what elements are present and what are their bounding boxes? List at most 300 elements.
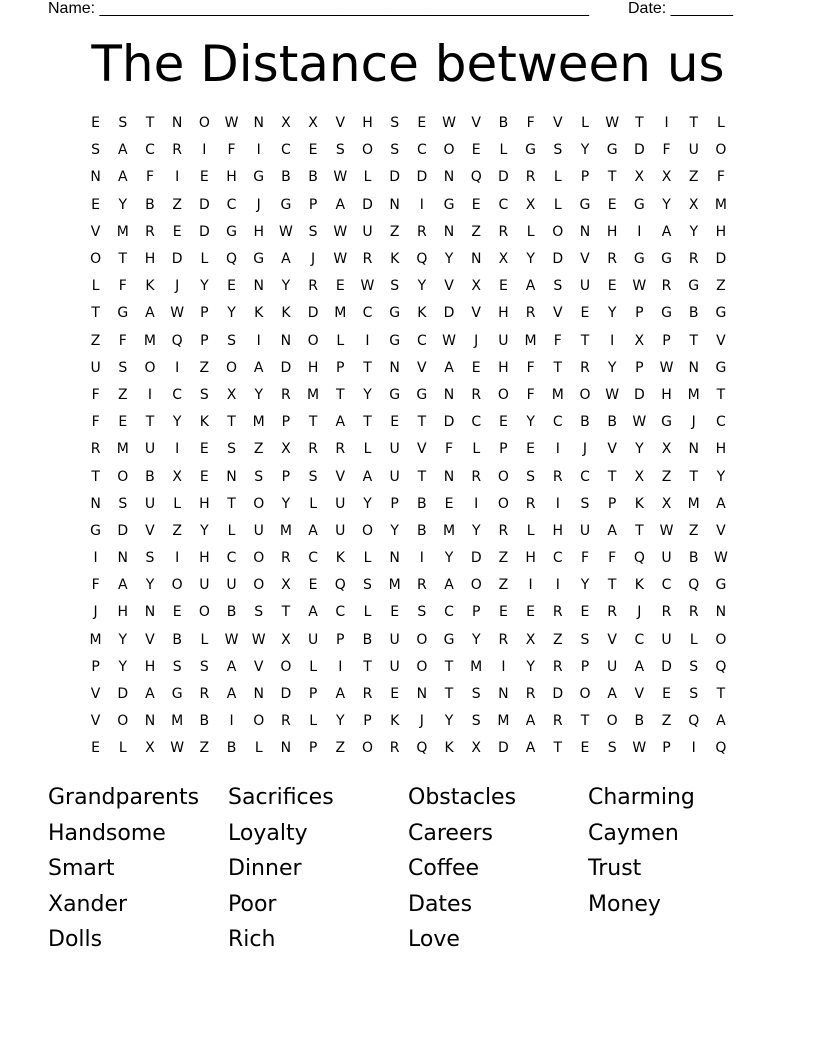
grid-row — [82, 219, 742, 246]
grid-letter: C — [634, 631, 645, 648]
grid-letter: G — [226, 223, 237, 240]
grid-letter: O — [198, 115, 210, 132]
grid-letter: O — [226, 359, 238, 376]
grid-letter: Z — [471, 223, 482, 240]
grid-letter: Y — [607, 359, 617, 376]
grid-row — [82, 382, 742, 409]
grid-letter: E — [91, 740, 101, 757]
grid-letter: E — [580, 305, 590, 322]
grid-letter: Y — [580, 142, 590, 159]
grid-letter: T — [716, 386, 726, 403]
grid-letter: M — [334, 305, 347, 322]
grid-letter: P — [580, 658, 590, 675]
grid-letter: H — [552, 522, 564, 539]
grid-letter: X — [525, 631, 536, 648]
grid-letter: V — [145, 522, 155, 539]
grid-letter: N — [688, 359, 699, 376]
word-list-item: Dinner — [228, 856, 302, 881]
grid-letter: I — [555, 495, 560, 512]
grid-letter: Y — [444, 713, 454, 730]
grid-letter: W — [333, 169, 348, 186]
grid-letter: O — [416, 658, 428, 675]
grid-letter: Q — [715, 740, 727, 757]
grid-letter: A — [444, 577, 454, 594]
grid-letter: R — [335, 441, 346, 458]
grid-letter: Z — [199, 740, 210, 757]
grid-letter: N — [90, 169, 101, 186]
grid-letter: C — [661, 577, 672, 594]
grid-letter: S — [580, 495, 590, 512]
grid-row — [82, 599, 742, 626]
grid-letter: G — [280, 196, 292, 213]
grid-letter: E — [662, 686, 671, 703]
grid-letter: E — [335, 278, 345, 295]
grid-letter: F — [118, 278, 127, 295]
grid-letter: T — [336, 386, 345, 403]
grid-letter: R — [498, 631, 509, 648]
grid-letter: V — [471, 305, 481, 322]
grid-letter: V — [471, 115, 481, 132]
grid-letter: I — [256, 332, 261, 349]
grid-letter: U — [253, 522, 264, 539]
grid-letter: Y — [336, 713, 345, 730]
grid-letter: S — [145, 550, 155, 567]
grid-letter: D — [117, 522, 129, 539]
grid-letter: E — [580, 740, 590, 757]
grid-letter: U — [389, 631, 400, 648]
grid-letter: C — [362, 305, 373, 322]
grid-letter: C — [498, 196, 509, 213]
grid-letter: A — [335, 414, 346, 431]
grid-letter: Z — [335, 740, 346, 757]
grid-letter: V — [552, 305, 563, 322]
grid-letter: R — [688, 604, 699, 621]
grid-letter: P — [308, 740, 318, 757]
grid-letter: W — [605, 115, 620, 132]
grid-letter: E — [118, 414, 128, 431]
grid-letter: E — [526, 441, 536, 458]
grid-letter: E — [172, 604, 182, 621]
grid-letter: T — [553, 740, 563, 757]
word-list-item: Caymen — [588, 820, 679, 846]
grid-letter: A — [335, 196, 346, 213]
grid-letter: S — [199, 658, 209, 675]
grid-letter: P — [336, 359, 345, 376]
grid-letter: L — [499, 142, 508, 159]
grid-letter: C — [281, 142, 291, 159]
grid-letter: D — [715, 251, 727, 268]
grid-letter: I — [229, 713, 234, 730]
grid-letter: F — [118, 332, 127, 349]
grid-letter: K — [417, 305, 427, 322]
grid-letter: Z — [688, 522, 699, 539]
grid-letter: Y — [200, 522, 209, 539]
grid-letter: T — [635, 522, 644, 539]
grid-letter: D — [498, 740, 509, 757]
grid-letter: E — [308, 577, 318, 594]
grid-letter: A — [444, 359, 454, 376]
grid-letter: W — [605, 386, 620, 403]
grid-letter: X — [226, 386, 237, 403]
grid-letter: Y — [172, 414, 182, 431]
grid-letter: P — [308, 196, 318, 213]
grid-letter: R — [281, 386, 291, 403]
grid-letter: D — [552, 251, 564, 268]
grid-letter: O — [416, 631, 428, 648]
grid-letter: U — [389, 441, 400, 458]
grid-letter: S — [308, 468, 318, 485]
grid-letter: R — [607, 251, 618, 268]
grid-letter: E — [498, 604, 508, 621]
grid-letter: U — [144, 495, 156, 512]
grid-letter: M — [116, 441, 129, 458]
grid-letter: D — [307, 305, 319, 322]
grid-letter: P — [662, 740, 671, 757]
grid-row — [82, 627, 742, 654]
word-list-item: Coffee — [408, 856, 480, 881]
grid-letter: S — [553, 142, 563, 159]
grid-letter: X — [308, 115, 318, 132]
grid-letter: A — [253, 359, 264, 376]
grid-letter: V — [716, 522, 726, 539]
grid-letter: F — [526, 115, 535, 132]
grid-letter: T — [118, 251, 128, 268]
grid-letter: N — [579, 223, 591, 240]
grid-letter: I — [147, 386, 153, 403]
grid-letter: G — [715, 359, 727, 376]
grid-letter: F — [227, 142, 236, 159]
grid-letter: T — [91, 305, 100, 322]
grid-letter: B — [145, 468, 155, 485]
grid-letter: T — [91, 468, 100, 485]
grid-letter: R — [389, 740, 400, 757]
grid-letter: X — [281, 441, 291, 458]
grid-row — [82, 355, 742, 382]
grid-letter: E — [91, 196, 101, 213]
date-field-label: Date: _______ — [628, 0, 733, 17]
grid-letter: Q — [688, 577, 700, 594]
grid-letter: J — [419, 713, 424, 730]
grid-letter: O — [497, 386, 509, 403]
grid-letter: R — [199, 686, 210, 703]
grid-letter: N — [416, 686, 428, 703]
word-list-item: Money — [588, 891, 661, 917]
grid-letter: P — [308, 686, 318, 703]
grid-letter: X — [471, 278, 482, 295]
grid-letter: U — [389, 658, 400, 675]
grid-letter: K — [390, 251, 400, 268]
grid-letter: Q — [334, 577, 346, 594]
grid-letter: C — [145, 142, 155, 159]
grid-letter: D — [552, 686, 564, 703]
grid-letter: R — [416, 577, 427, 594]
grid-letter: U — [688, 142, 699, 159]
grid-letter: G — [525, 142, 537, 159]
grid-letter: B — [199, 713, 210, 730]
grid-letter: D — [416, 169, 428, 186]
grid-letter: E — [580, 604, 590, 621]
word-list-item: Trust — [588, 856, 642, 881]
grid-letter: N — [389, 550, 400, 567]
grid-letter: W — [224, 631, 239, 648]
grid-letter: T — [607, 468, 617, 485]
grid-letter: G — [606, 142, 618, 159]
grid-letter: U — [579, 278, 591, 295]
grid-letter: B — [308, 169, 318, 186]
grid-row — [82, 654, 742, 681]
grid-letter: D — [362, 196, 373, 213]
grid-letter: Y — [444, 550, 454, 567]
grid-letter: G — [253, 251, 265, 268]
grid-letter: U — [199, 577, 210, 594]
grid-letter: L — [309, 495, 317, 512]
grid-letter: T — [363, 414, 372, 431]
grid-letter: E — [498, 414, 508, 431]
grid-letter: T — [607, 577, 617, 594]
grid-letter: T — [580, 332, 590, 349]
grid-letter: T — [363, 359, 372, 376]
grid-letter: W — [632, 278, 647, 295]
grid-letter: N — [498, 686, 509, 703]
grid-row — [82, 436, 742, 463]
grid-letter: I — [175, 169, 180, 186]
grid-letter: X — [281, 577, 291, 594]
grid-letter: B — [172, 631, 182, 648]
grid-letter: R — [362, 686, 373, 703]
grid-letter: P — [91, 658, 100, 675]
grid-letter: X — [661, 441, 672, 458]
grid-letter: T — [145, 414, 155, 431]
grid-letter: O — [144, 359, 156, 376]
grid-letter: U — [661, 631, 672, 648]
grid-letter: K — [634, 495, 644, 512]
grid-letter: X — [661, 495, 672, 512]
grid-letter: L — [363, 441, 372, 458]
grid-letter: B — [417, 522, 427, 539]
grid-letter: T — [635, 115, 644, 132]
grid-letter: O — [579, 686, 591, 703]
grid-letter: J — [637, 604, 642, 621]
grid-letter: E — [390, 686, 400, 703]
grid-letter: T — [227, 495, 236, 512]
grid-letter: Z — [716, 278, 726, 295]
grid-letter: O — [253, 550, 265, 567]
grid-letter: S — [417, 604, 427, 621]
grid-letter: G — [688, 278, 700, 295]
grid-letter: E — [227, 278, 236, 295]
grid-letter: C — [552, 414, 563, 431]
grid-letter: N — [715, 604, 727, 621]
grid-row — [82, 518, 742, 545]
grid-letter: W — [170, 740, 185, 757]
grid-letter: D — [171, 251, 183, 268]
grid-letter: N — [443, 468, 455, 485]
grid-letter: I — [610, 332, 615, 349]
grid-letter: S — [199, 386, 209, 403]
grid-letter: Y — [118, 658, 128, 675]
grid-letter: O — [361, 740, 373, 757]
grid-letter: R — [498, 223, 509, 240]
grid-letter: L — [173, 495, 182, 512]
grid-letter: B — [145, 196, 155, 213]
grid-letter: T — [607, 169, 617, 186]
grid-letter: M — [551, 386, 564, 403]
grid-letter: R — [525, 686, 536, 703]
grid-letter: K — [199, 414, 209, 431]
grid-letter: R — [471, 386, 482, 403]
grid-letter: H — [199, 495, 210, 512]
grid-letter: Q — [470, 169, 482, 186]
grid-letter: E — [199, 169, 209, 186]
grid-letter: L — [363, 604, 372, 621]
grid-letter: M — [687, 386, 700, 403]
grid-letter: P — [607, 495, 617, 512]
grid-letter: R — [688, 251, 699, 268]
grid-letter: E — [172, 223, 182, 240]
grid-letter: W — [333, 251, 348, 268]
grid-row — [82, 192, 742, 219]
grid-letter: X — [525, 196, 536, 213]
grid-letter: S — [227, 441, 236, 458]
grid-letter: G — [90, 522, 102, 539]
grid-letter: A — [308, 604, 318, 621]
grid-letter: C — [172, 386, 183, 403]
grid-letter: H — [253, 223, 264, 240]
grid-letter: Y — [363, 495, 372, 512]
grid-letter: D — [117, 686, 129, 703]
grid-letter: O — [253, 495, 265, 512]
grid-letter: S — [91, 142, 101, 159]
grid-letter: F — [445, 441, 454, 458]
word-list-item: Charming — [588, 785, 695, 810]
grid-letter: A — [661, 223, 672, 240]
grid-letter: N — [90, 495, 101, 512]
grid-letter: J — [582, 441, 588, 458]
grid-letter: H — [525, 550, 536, 567]
grid-letter: A — [525, 740, 536, 757]
grid-letter: R — [552, 658, 563, 675]
grid-letter: K — [145, 278, 155, 295]
grid-letter: S — [607, 740, 617, 757]
grid-row — [82, 328, 742, 355]
grid-letter: L — [309, 658, 317, 675]
grid-letter: O — [443, 142, 455, 159]
grid-letter: I — [419, 196, 424, 213]
grid-letter: R — [416, 223, 427, 240]
grid-letter: P — [336, 631, 345, 648]
grid-letter: F — [91, 414, 100, 431]
grid-letter: Y — [635, 441, 644, 458]
grid-letter: O — [579, 386, 591, 403]
grid-letter: D — [198, 223, 210, 240]
grid-letter: P — [281, 468, 291, 485]
grid-letter: T — [553, 359, 563, 376]
grid-letter: I — [419, 550, 424, 567]
grid-letter: B — [688, 550, 699, 567]
grid-letter: C — [471, 414, 482, 431]
grid-letter: N — [688, 441, 699, 458]
grid-letter: W — [632, 414, 647, 431]
grid-letter: S — [254, 468, 264, 485]
grid-letter: C — [308, 550, 318, 567]
grid-letter: E — [526, 604, 536, 621]
grid-letter: W — [360, 278, 375, 295]
grid-letter: S — [390, 142, 400, 159]
grid-letter: S — [118, 115, 128, 132]
grid-letter: W — [224, 115, 239, 132]
grid-letter: G — [443, 631, 455, 648]
word-list-item: Grandparents — [48, 785, 200, 810]
grid-letter: D — [470, 550, 482, 567]
word-column — [588, 780, 768, 922]
grid-letter: W — [278, 223, 293, 240]
grid-letter: I — [175, 441, 180, 458]
grid-letter: L — [526, 223, 535, 240]
grid-letter: G — [389, 386, 401, 403]
grid-letter: T — [689, 468, 698, 485]
grid-letter: A — [117, 169, 128, 186]
grid-letter: S — [227, 332, 236, 349]
word-search-grid — [82, 110, 742, 763]
grid-letter: V — [417, 359, 427, 376]
grid-letter: I — [637, 223, 642, 240]
grid-letter: C — [226, 196, 237, 213]
grid-letter: T — [444, 658, 454, 675]
grid-letter: Y — [471, 522, 481, 539]
grid-letter: J — [311, 251, 316, 268]
grid-letter: Z — [253, 441, 264, 458]
grid-letter: R — [308, 441, 318, 458]
grid-letter: J — [691, 414, 696, 431]
grid-letter: C — [416, 332, 427, 349]
grid-letter: L — [689, 631, 698, 648]
grid-letter: M — [470, 658, 483, 675]
grid-letter: E — [471, 196, 481, 213]
grid-letter: V — [607, 441, 617, 458]
grid-letter: R — [362, 251, 373, 268]
word-column — [228, 780, 408, 958]
grid-letter: G — [253, 169, 265, 186]
word-list-item: Xander — [48, 891, 128, 917]
grid-letter: E — [471, 142, 481, 159]
grid-letter: O — [606, 713, 618, 730]
grid-letter: W — [713, 550, 728, 567]
grid-letter: Q — [226, 251, 238, 268]
grid-row — [82, 708, 742, 735]
grid-letter: V — [90, 713, 101, 730]
grid-letter: V — [90, 686, 101, 703]
grid-letter: F — [716, 169, 725, 186]
grid-letter: O — [470, 577, 482, 594]
grid-letter: T — [145, 115, 155, 132]
grid-letter: I — [691, 740, 696, 757]
grid-letter: X — [634, 332, 645, 349]
grid-letter: G — [416, 386, 428, 403]
grid-letter: Y — [471, 631, 481, 648]
grid-letter: W — [251, 631, 266, 648]
grid-letter: Z — [498, 550, 509, 567]
grid-letter: L — [336, 332, 345, 349]
grid-letter: K — [444, 740, 454, 757]
grid-letter: T — [716, 686, 726, 703]
grid-letter: O — [90, 251, 102, 268]
grid-letter: I — [256, 142, 261, 159]
grid-letter: M — [252, 414, 265, 431]
grid-letter: D — [633, 142, 645, 159]
grid-letter: B — [580, 414, 590, 431]
grid-letter: Q — [171, 332, 183, 349]
grid-row — [82, 409, 742, 436]
